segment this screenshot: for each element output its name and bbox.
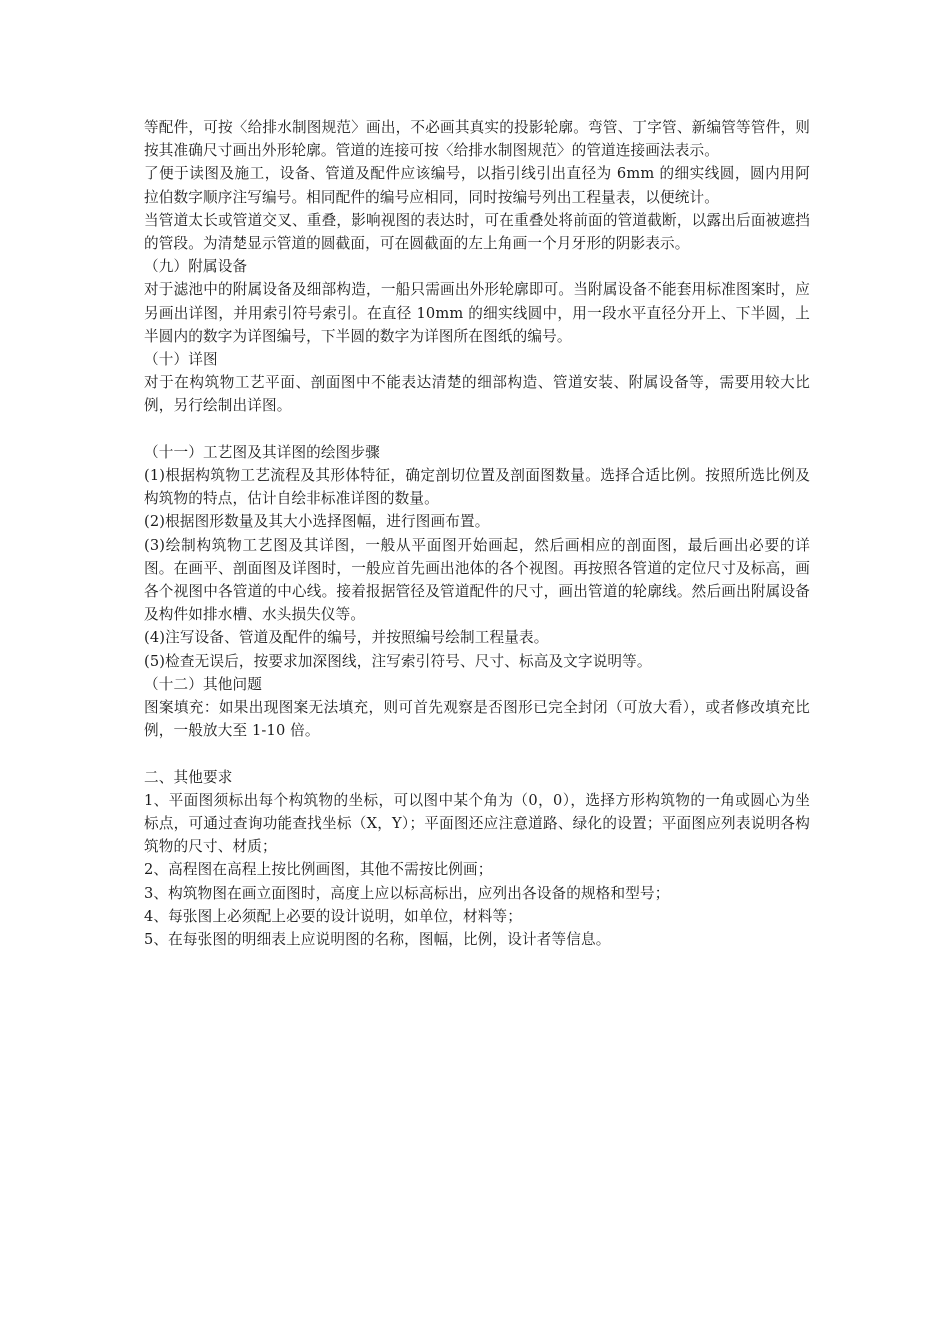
paragraph-detail-drawings: 对于在构筑物工艺平面、剖面图中不能表达清楚的细部构造、管道安装、附属设备等，需要用较大比例，另行绘制出详图。 bbox=[144, 374, 810, 415]
paragraph-numbering: 了便于读图及施工，设备、管道及配件应该编号，以指引线引出直径为 6mm 的细实线圆，圆内用阿拉伯数字顺序注写编号。相同配件的编号应相同，同时按编号列出工程量表，以便统计。 bbox=[144, 165, 810, 206]
step-1: (1)根据构筑物工艺流程及其形体特征，确定剖切位置及剖面图数量。选择合适比例。按照所选比例及构筑物的特点，估计自绘非标准详图的数量。 bbox=[144, 467, 810, 508]
requirement-2: 2、高程图在高程上按比例画图，其他不需按比例画； bbox=[144, 861, 493, 879]
requirement-5: 5、在每张图的明细表上应说明图的名称，图幅，比例，设计者等信息。 bbox=[144, 931, 611, 949]
paragraph-auxiliary-equipment: 对于滤池中的附属设备及细部构造，一船只需画出外形轮廓即可。当附属设备不能套用标准图案时，应另画出详图，并用索引符号索引。在直径 10mm 的细实线圆中，用一段水平直径分开上、下半圆，上半圆内的数字为详图编号，下半圆的数字为详图所在图纸的编号。 bbox=[144, 281, 810, 345]
requirement-3: 3、构筑物图在画立面图时，高度上应以标高标出，应列出各设备的规格和型号； bbox=[144, 884, 670, 902]
heading-section-9: （九）附属设备 bbox=[144, 258, 248, 276]
step-5: (5)检查无误后，按要求加深图线，注写索引符号、尺寸、标高及文字说明等。 bbox=[144, 652, 652, 670]
heading-other-requirements: 二、其他要求 bbox=[144, 768, 233, 786]
requirement-1: 1、平面图须标出每个构筑物的坐标，可以图中某个角为（0，0），选择方形构筑物的一角或圆心为坐标点，可通过查询功能查找坐标（X，Y）；平面图还应注意道路、绿化的设置；平面图应列表说明各构筑物的尺寸、材质； bbox=[144, 791, 810, 856]
heading-section-10: （十）详图 bbox=[144, 351, 218, 369]
step-4: (4)注写设备、管道及配件的编号，并按照编号绘制工程量表。 bbox=[144, 629, 549, 647]
step-3: (3)绘制构筑物工艺图及其详图，一般从平面图开始画起，然后画相应的剖面图，最后画出必要的详图。在画平、剖面图及详图时，一般应首先画出池体的各个视图。再按照各管道的定位尺寸及标高，画各个视图中各管道的中心线。接着报据管径及管道配件的尺寸，画出管道的轮廓线。然后画出附属设备及构件如排水槽、水头损失仪等。 bbox=[144, 536, 810, 624]
document-body bbox=[144, 116, 810, 951]
heading-section-11: （十一）工艺图及其详图的绘图步骤 bbox=[144, 443, 380, 461]
paragraph-pipe-fittings: 等配件，可按〈给排水制图规范〉画出，不必画其真实的投影轮廓。弯管、丁字管、新编管等管件，则按其准确尺寸画出外形轮廓。管道的连接可按〈给排水制图规范〉的管道连接画法表示。 bbox=[144, 119, 810, 160]
step-2: (2)根据图形数量及其大小选择图幅，进行图画布置。 bbox=[144, 513, 490, 531]
blank-line bbox=[144, 742, 810, 765]
paragraph-pipe-overlap: 当管道太长或管道交叉、重叠，影响视图的表达时，可在重叠处将前面的管道截断，以露出后面被遮挡的管段。为清楚显示管道的圆截面，可在圆截面的左上角画一个月牙形的阴影表示。 bbox=[144, 211, 810, 253]
heading-section-12: （十二）其他问题 bbox=[144, 675, 262, 693]
paragraph-hatch-fill: 图案填充：如果出现图案无法填充，则可首先观察是否图形已完全封闭（可放大看），或者修改填充比例，一般放大至 1-10 倍。 bbox=[144, 699, 810, 740]
blank-line bbox=[144, 418, 810, 441]
requirement-4: 4、每张图上必须配上必要的设计说明，如单位，材料等； bbox=[144, 907, 523, 925]
